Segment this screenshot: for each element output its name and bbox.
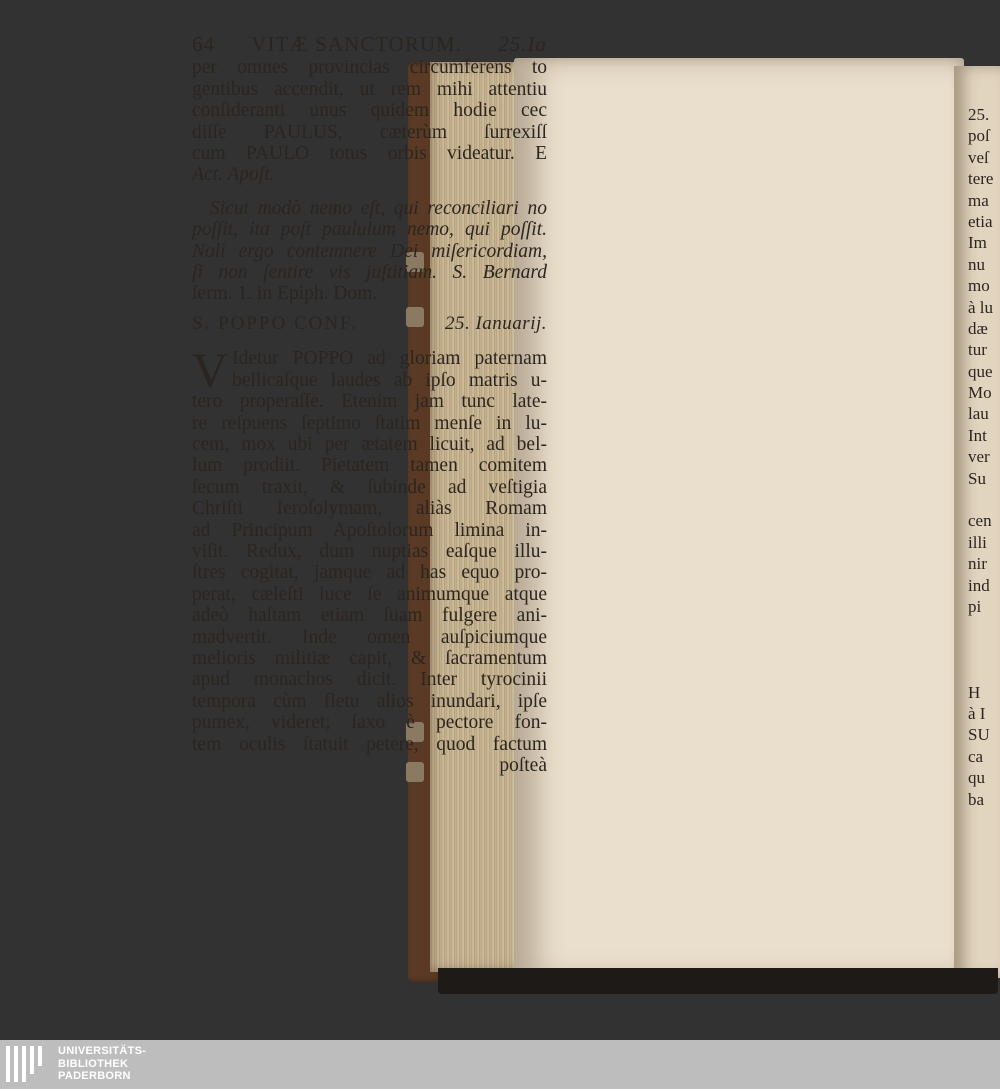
quote-line: poſſit, ita poſt paululum nemo, qui poſſit. [192, 219, 547, 241]
text-line: madvertit. Inde omen auſpiciumque [192, 626, 547, 648]
text-line: pumex, videret; ſaxo è pectore fon- [192, 712, 547, 734]
library-name-line: PADERBORN [58, 1070, 131, 1082]
next-page-fragment: Int [968, 425, 987, 445]
text-line: perat, cæleſti luce ſe animumque atque [192, 583, 547, 605]
next-page-fragment: que [968, 361, 993, 381]
quote-line: ſi non ſentire vis juſtitiam. S. Bernard [192, 262, 547, 284]
next-page-fragment: dæ [968, 318, 988, 338]
next-page-fragment: ind [968, 575, 990, 595]
text-line: tem oculis ſtatuit petere, quod factum [192, 733, 547, 755]
text-line: ad Principum Apoſtolorum limina in- [192, 519, 547, 541]
text-line: apud monachos dicit. Inter tyrocinii [192, 669, 547, 691]
text-line: Act. Apoſt. [192, 164, 275, 186]
next-page-fragment: veſ [968, 147, 989, 167]
page-number: 64 [192, 32, 215, 56]
next-page-fragment: cen [968, 511, 992, 531]
next-page-fragment: à I [968, 703, 986, 723]
text-line: melioris militiæ capit, & ſacramentum [192, 647, 547, 669]
text-line: cem, mox ubi per ætatem licuit, ad bel- [192, 433, 547, 455]
next-page-fragment: pi [968, 596, 982, 616]
text-line: bellicaſque laudes ab ipſo matris u- [232, 369, 547, 391]
next-page-fragment [968, 489, 1000, 510]
next-page-fragment: SU [968, 725, 990, 745]
next-page-fragment: Su [968, 468, 986, 488]
text-line: re reſpuens ſeptimo ſtatim menſe in lu- [192, 412, 547, 434]
page-text [192, 34, 547, 776]
next-page-fragment [968, 639, 1000, 660]
saint-name: S. POPPO CONF. [192, 312, 358, 334]
text-line: tempora cùm fletu alios inundari, ipſe [192, 690, 547, 712]
catchword: poſteà [499, 755, 547, 776]
footer-bar [0, 1040, 1000, 1089]
quote-line: Noli ergo contemnere Dei miſericordiam, [192, 240, 547, 262]
next-page-fragment: qu [968, 768, 985, 788]
next-page-fragment: ba [968, 789, 985, 809]
next-page-fragment: ver [968, 447, 990, 467]
next-page-fragment: illi [968, 532, 987, 552]
next-page-fragment: H [968, 682, 981, 702]
library-name [58, 1045, 146, 1083]
next-page-fragment: tere [968, 169, 994, 189]
next-page-fragment: etia [968, 211, 993, 231]
next-page-fragment: ca [968, 746, 984, 766]
library-name-line: UNIVERSITÄTS- [58, 1045, 147, 1057]
text-line: ſecum traxit, & ſubinde ad veſtigia [192, 476, 547, 498]
next-page-fragment [968, 660, 1000, 681]
text-line: diſſe PAULUS, cæterùm ſurrexiſſ [192, 121, 547, 143]
library-name-line: BIBLIOTHEK [58, 1057, 129, 1070]
text-line: lum prodiit. Pietatem tamen comitem [192, 455, 547, 477]
text-line: conſideranti unus quidem hodie cec [192, 100, 547, 122]
next-page-fragment: ma [968, 190, 989, 210]
text-line: per omnes provincias circumferens to [192, 57, 547, 79]
next-page-fragment: Mo [968, 383, 992, 403]
text-line: ſtres cogitat, jamque ad has equo pro- [192, 562, 547, 584]
next-page-fragment: poſ [968, 126, 990, 146]
running-header [192, 34, 547, 55]
next-page-fragment: nir [968, 554, 987, 574]
quote-source: ſerm. 1. in Epiph. Dom. [192, 283, 378, 305]
next-page-fragment: lau [968, 404, 989, 424]
next-page-text [968, 104, 1000, 810]
next-page-fragment [968, 617, 1000, 638]
left-page [514, 58, 964, 980]
text-line: tero properaſſe. Etenim jam tunc late- [192, 391, 547, 413]
next-page-fragment: 25. [968, 105, 990, 124]
text-line: Idetur POPPO ad gloriam paternam [232, 348, 547, 370]
next-page-fragment: à lu [968, 297, 994, 317]
text-line: gentibus accendit, ut rem mihi attentiu [192, 78, 547, 100]
quote-line: Sicut modò nemo eſt, qui reconciliari no [210, 197, 547, 219]
text-line: cum PAULO totus orbis videatur. E [192, 143, 547, 165]
feast-date: 25. Ianuarij. [444, 312, 547, 334]
library-logo-icon [6, 1046, 52, 1082]
book-shadow [438, 968, 998, 994]
text-line: Chriſti Ieroſolymam, aliàs Romam [192, 498, 547, 520]
drop-cap: V [192, 342, 229, 399]
text-line: adeò haſtam etiam ſuam fulgere ani- [192, 605, 547, 627]
next-page-fragment: tur [968, 340, 987, 360]
running-date: 25.Ia [498, 32, 547, 56]
next-page-fragment: nu [968, 254, 985, 274]
next-page-fragment: Im [968, 233, 987, 253]
section-title [192, 313, 547, 334]
next-page-fragment: mo [968, 276, 990, 296]
running-title: VITÆ SANCTORUM. [251, 32, 462, 56]
text-line: viſit. Redux, dum nuptias eaſque illu- [192, 540, 547, 562]
